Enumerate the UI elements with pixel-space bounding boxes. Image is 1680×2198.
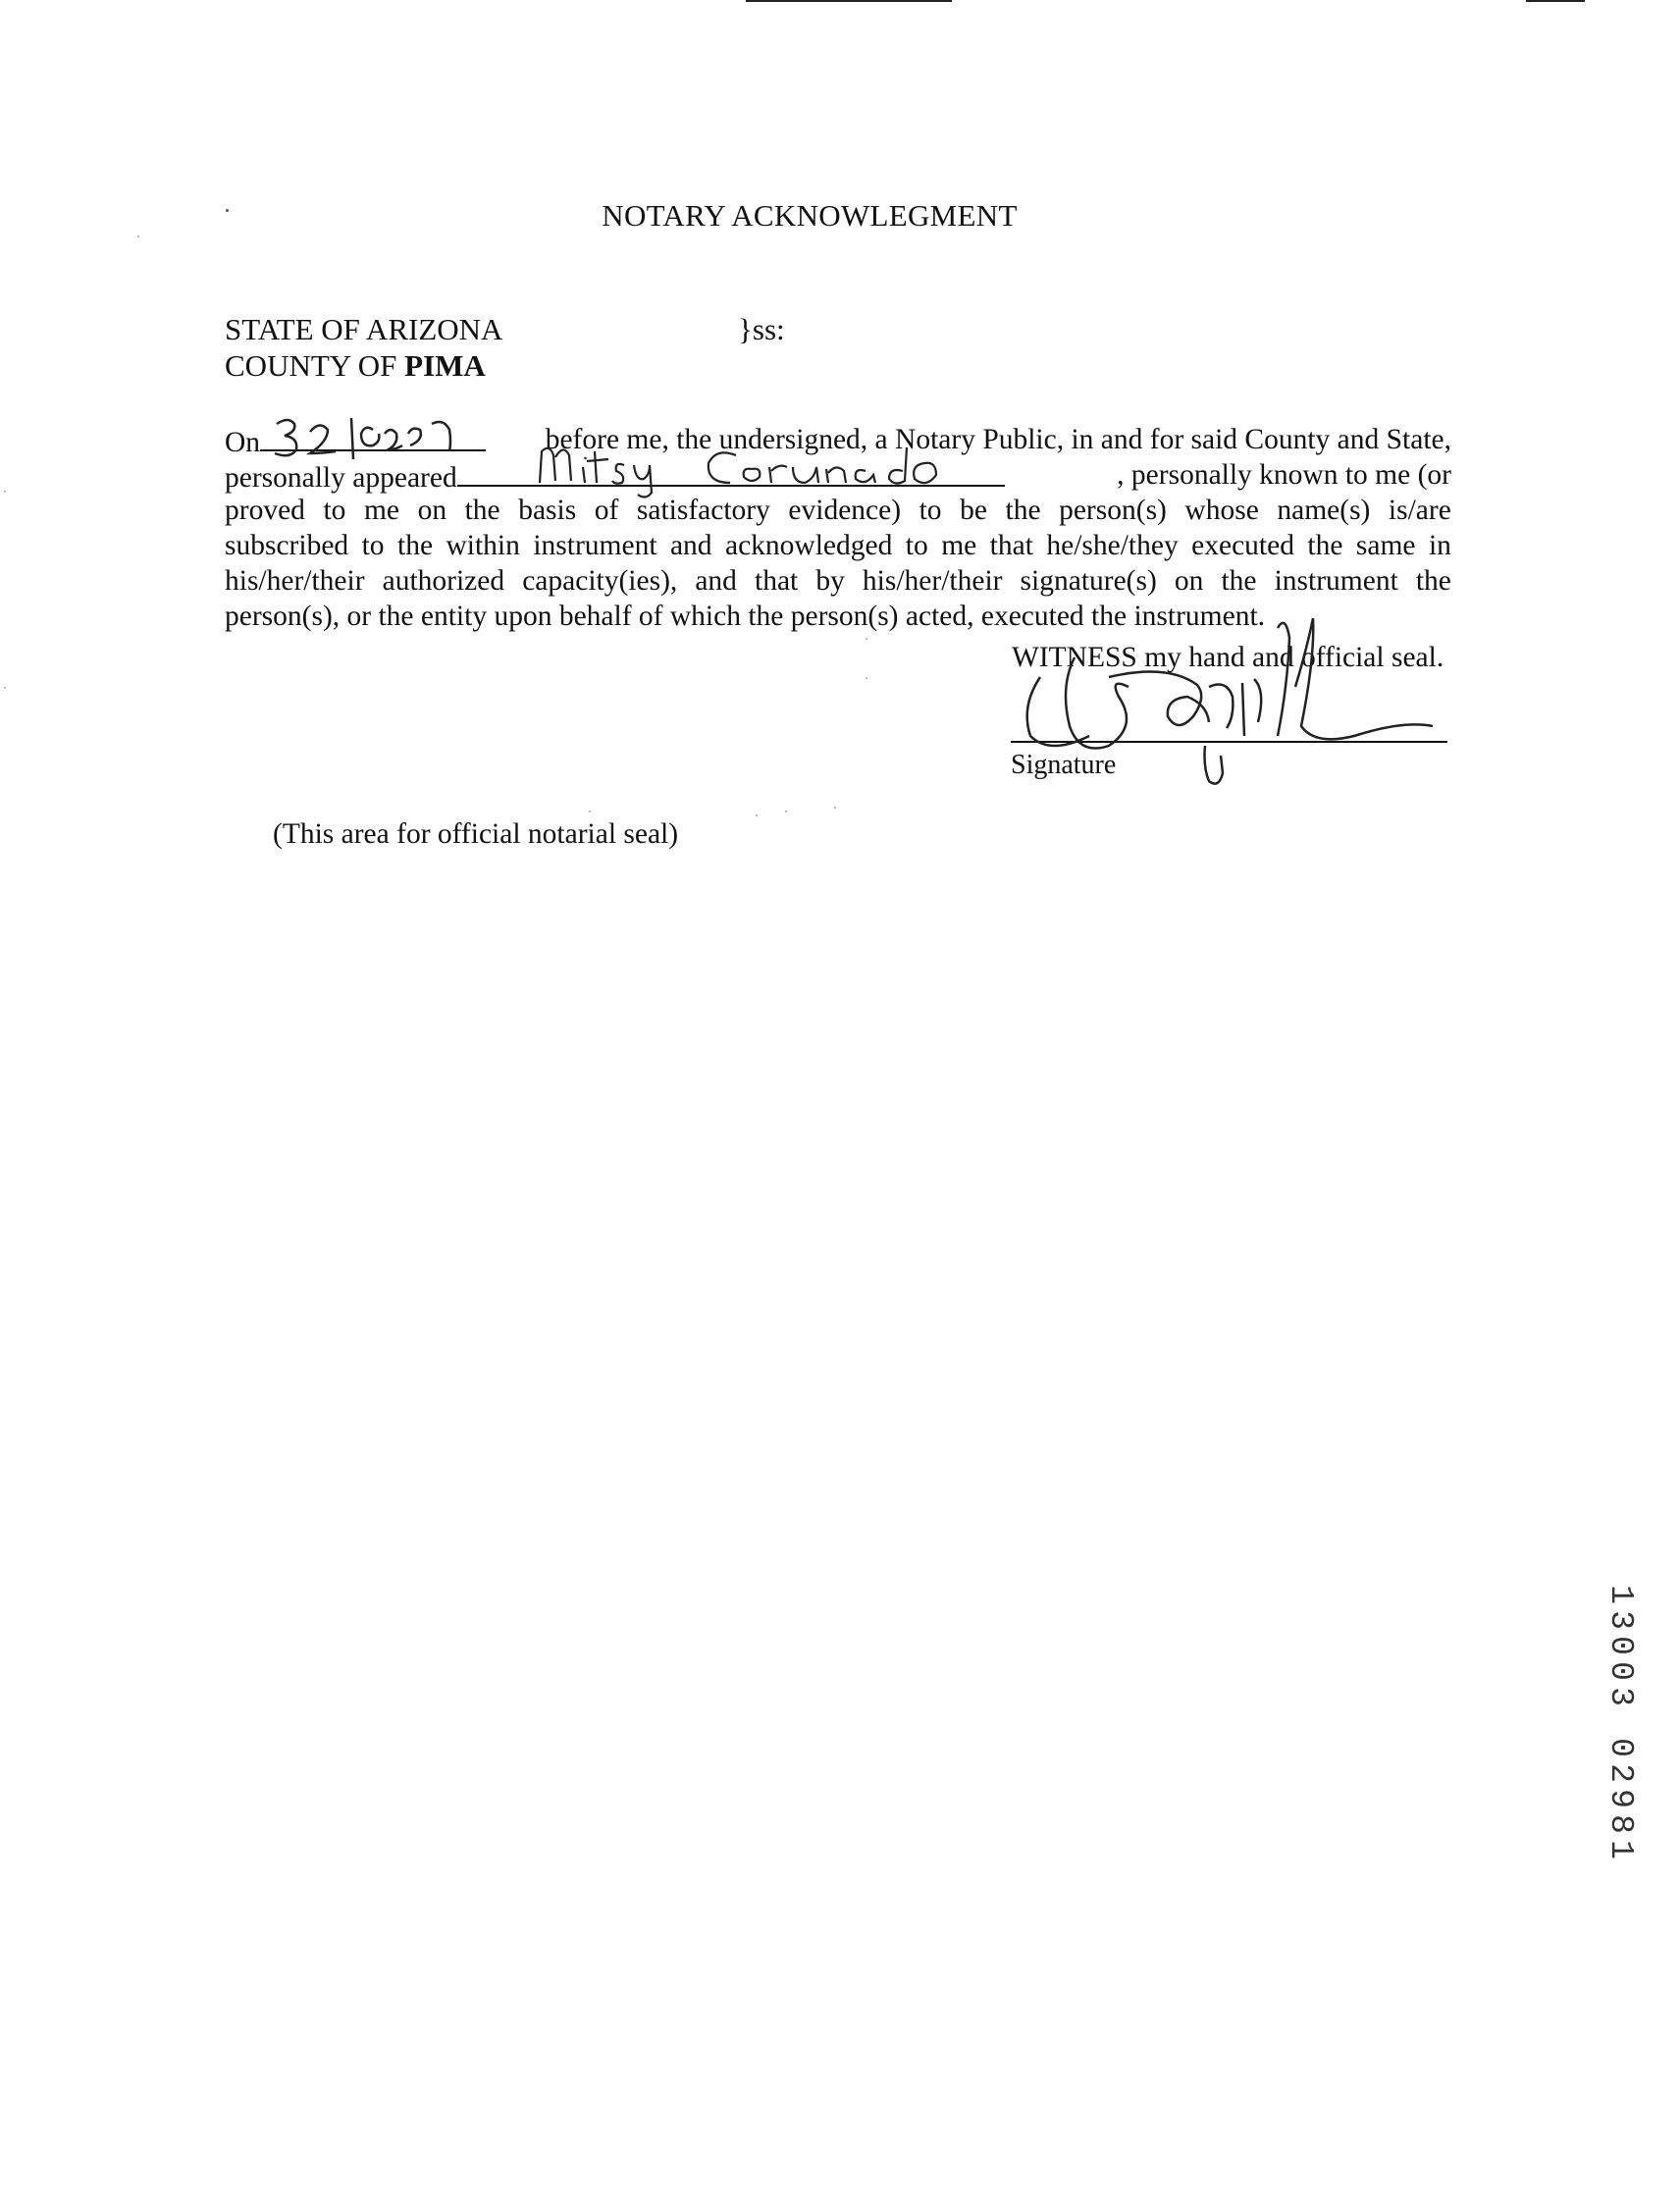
ack-on-text: On	[225, 427, 261, 458]
word: whose	[1184, 495, 1259, 526]
handwritten-name	[530, 422, 981, 500]
ack-line-2-text: , personally known to me (or	[1117, 459, 1451, 491]
scan-speck	[4, 687, 6, 689]
witness-text: WITNESS my hand and official seal.	[1012, 642, 1444, 673]
stamp-digit: 9	[1602, 1789, 1639, 1808]
word: by	[815, 565, 845, 597]
word: capacity(ies),	[522, 565, 678, 597]
word: subscribed	[225, 530, 349, 561]
word: to	[361, 530, 385, 561]
word: name(s)	[1277, 495, 1371, 526]
scan-edge-mark	[1526, 0, 1585, 2]
word: in	[1428, 530, 1451, 561]
word: the	[1005, 495, 1041, 526]
word: the	[1307, 530, 1343, 561]
notary-signature	[1001, 589, 1462, 795]
word: executed	[1191, 530, 1294, 561]
word: on	[1174, 565, 1204, 597]
ack-line-3-text	[225, 493, 1451, 528]
word: the	[1415, 565, 1451, 597]
scan-speck	[785, 811, 787, 812]
ack-line-3	[225, 493, 1451, 528]
stamp-digit: 8	[1602, 1814, 1639, 1834]
bates-stamp-number	[1602, 1582, 1645, 1859]
word: person(s)	[1059, 495, 1167, 526]
word: me	[363, 495, 400, 526]
word: to	[323, 495, 346, 526]
word: authorized	[382, 565, 505, 597]
scan-speck	[866, 638, 867, 640]
word: evidence)	[788, 495, 902, 526]
word: and	[669, 530, 712, 561]
word: the	[464, 495, 500, 526]
scan-speck	[589, 811, 591, 812]
ack-appeared-text: personally appeared	[225, 462, 457, 494]
word: be	[960, 495, 987, 526]
word: to	[919, 495, 942, 526]
word: basis	[518, 495, 577, 526]
word: he/she/they	[1046, 530, 1179, 561]
word: is/are	[1388, 495, 1451, 526]
stamp-digit: 2	[1602, 1763, 1639, 1783]
venue-county	[225, 348, 486, 384]
word: that	[989, 530, 1033, 561]
seal-area-label: (This area for official notarial seal)	[273, 818, 679, 850]
county-prefix: COUNTY OF	[225, 348, 405, 383]
word: same	[1355, 530, 1416, 561]
scan-speck	[4, 491, 6, 493]
stamp-digit: 0	[1602, 1636, 1639, 1655]
scan-edge-mark	[746, 0, 952, 2]
ack-line-1-text: before me, the undersigned, a Notary Public, in and for said County and State,	[545, 424, 1451, 455]
word: proved	[225, 495, 305, 526]
scan-speck	[756, 814, 758, 816]
word: to	[905, 530, 928, 561]
stamp-digit: 0	[1602, 1738, 1639, 1757]
stamp-digit: 1	[1602, 1585, 1639, 1604]
county-name: PIMA	[404, 348, 486, 383]
document-title: NOTARY ACKNOWLEGMENT	[602, 198, 1018, 233]
ack-line-6-text: person(s), or the entity upon behalf of which the person(s) acted, executed the instrument.	[225, 601, 1266, 632]
word: that	[755, 565, 799, 597]
signature-label: Signature	[1011, 750, 1117, 780]
scan-speck	[137, 236, 139, 237]
word: signature(s)	[1020, 565, 1157, 597]
word: instrument	[533, 530, 657, 561]
scan-speck	[866, 677, 867, 679]
word: and	[695, 565, 737, 597]
word: satisfactory	[636, 495, 770, 526]
word: on	[417, 495, 447, 526]
stamp-digit: 3	[1602, 1610, 1639, 1630]
stamp-digit: 3	[1602, 1687, 1639, 1706]
word: me	[941, 530, 977, 561]
word: of	[594, 495, 619, 526]
venue-state: STATE OF ARIZONA	[225, 312, 503, 346]
word: within	[446, 530, 520, 561]
word: acknowledged	[724, 530, 893, 561]
venue-ss: }ss:	[738, 312, 785, 346]
word: instrument	[1274, 565, 1398, 597]
scan-speck	[834, 807, 836, 809]
ack-line-4-text	[225, 528, 1451, 563]
stamp-digit: 1	[1602, 1840, 1639, 1859]
stamp-digit: 0	[1602, 1661, 1639, 1681]
word: his/her/their	[225, 565, 365, 597]
ack-line-4	[225, 528, 1451, 563]
word: the	[1221, 565, 1257, 597]
word: the	[397, 530, 434, 561]
word: his/her/their	[862, 565, 1003, 597]
